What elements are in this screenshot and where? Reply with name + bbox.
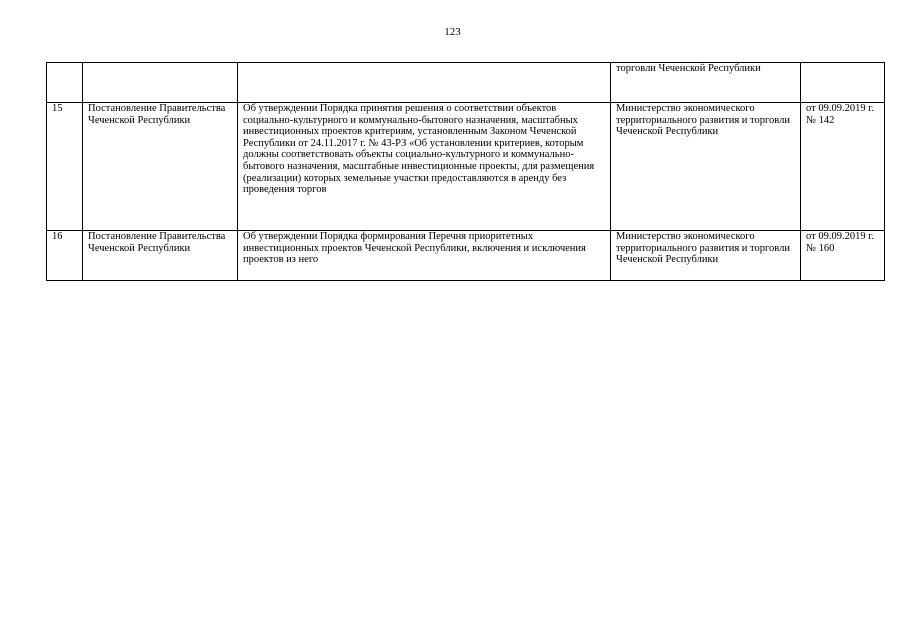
cell-document-type-text: Постановление Правительства Чеченской Республики [88,231,226,254]
cell-document-type-text: Постановление Правительства Чеченской Республики [88,103,226,126]
cell-date [801,231,885,281]
cell-document-type [83,231,238,281]
table-row-continued [47,63,885,103]
cell-number [47,231,83,281]
cell-document-title-text: Об утверждении Порядка формирования Перечня приоритетных инвестиционных проектов Чеченской Республики, включения и исключения проектов из него [243,231,586,266]
cell-number [47,63,83,103]
cell-number-text: 16 [52,231,63,242]
cell-ministry-text: Министерство экономического территориального развития и торговли Чеченской Республики [616,103,790,138]
cell-ministry-text: торговли Чеченской Республики [616,63,761,74]
cell-document-title [238,103,611,231]
cell-document-title [238,63,611,103]
documents-table [46,62,885,281]
cell-date [801,103,885,231]
page-number: 123 [444,26,461,38]
cell-document-title [238,231,611,281]
cell-ministry [611,231,801,281]
table-row [47,231,885,281]
cell-ministry [611,63,801,103]
cell-document-type [83,63,238,103]
cell-date-text: от 09.09.2019 г. № 142 [806,103,874,126]
cell-ministry [611,103,801,231]
cell-number-text: 15 [52,103,63,114]
table-row [47,103,885,231]
cell-date-text: от 09.09.2019 г. № 160 [806,231,874,254]
cell-number [47,103,83,231]
cell-document-type [83,103,238,231]
cell-date [801,63,885,103]
cell-document-title-text: Об утверждении Порядка принятия решения о соответствии объектов социально-культурного и коммунально-бытового назначения, масштабных инвестиционных проектов критериям, установленным Законом Чеченской Республики от 24.11.2017 г. № 43-РЗ «Об установлении критериев, которым должны соответствовать объекты социально-культурного и коммунально-бытового назначения, масштабные инвестиционные проекты, для размещения (реализации) которых земельные участки предоставляются в аренду без проведения торгов [243,103,595,196]
cell-ministry-text: Министерство экономического территориального развития и торговли Чеченской Республики [616,231,790,266]
